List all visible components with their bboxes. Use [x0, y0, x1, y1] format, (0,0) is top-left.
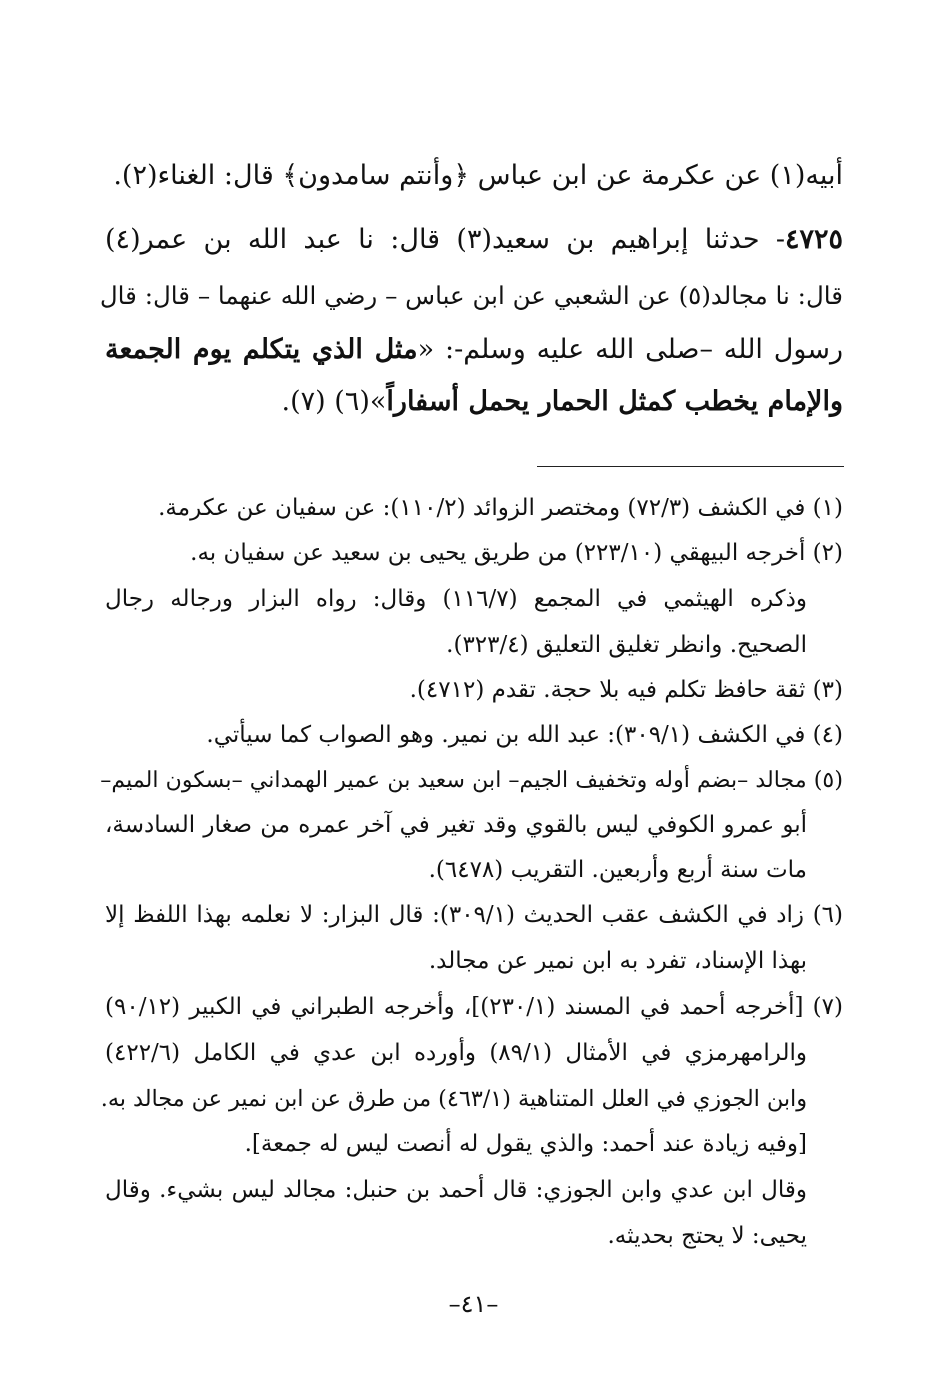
footnote-5-cont-1: أبو عمرو الكوفي ليس بالقوي وقد تغير في آخر عمره من صغار السادسة،: [105, 812, 807, 838]
footnote-5: (٥) مجالد –بضم أوله وتخفيف الجيم– ابن سعيد بن عمير الهمداني –بسكون الميم–: [100, 767, 843, 793]
footnote-6: (٦) زاد في الكشف عقب الحديث (٣٠٩/١): قال البزار: لا نعلمه بهذا اللفظ إلا: [105, 902, 844, 928]
main-line-1: أبيه(١) عن عكرمة عن ابن عباس ﴿وأنتم سامدون﴾ قال: الغناء(٢).: [113, 160, 843, 191]
footnote-7-cont-4: وقال ابن عدي وابن الجوزي: قال أحمد بن حنبل: مجالد ليس بشيء. وقال: [105, 1177, 807, 1203]
hadith-number: ٤٧٢٥: [784, 224, 843, 255]
footnote-7-cont-2: وابن الجوزي في العلل المتناهية (٤٦٣/١) من طرق عن ابن نمير عن مجالد به.: [100, 1086, 807, 1112]
footnote-3: (٣) ثقة حافظ تكلم فيه بلا حجة. تقدم (٤٧١٢).: [409, 677, 843, 703]
footnote-2-cont-2: الصحيح. وانظر تغليق التعليق (٣٢٣/٤).: [446, 632, 807, 658]
footnote-1: (١) في الكشف (٧٢/٣) ومختصر الزوائد (١١٠/٢): عن سفيان عن عكرمة.: [158, 495, 843, 521]
footnote-5-cont-2: مات سنة أربع وأربعين. التقريب (٦٤٧٨).: [428, 857, 807, 883]
main-line-4: [105, 330, 843, 370]
footnote-6-cont: بهذا الإسناد، تفرد به ابن نمير عن مجالد.: [428, 948, 807, 974]
main-line-2-text: - حدثنا إبراهيم بن سعيد(٣) قال: نا عبد الله بن عمر(٤): [105, 224, 785, 255]
main-line-5-end: »(٦) (٧).: [281, 386, 387, 417]
main-line-2: [105, 220, 843, 260]
footnote-2: (٢) أخرجه البيهقي (٢٢٣/١٠) من طريق يحيى بن سعيد عن سفيان به.: [190, 540, 843, 566]
footnote-divider: [537, 466, 844, 467]
footnote-7-cont-3: [وفيه زيادة عند أحمد: والذي يقول له أنصت ليس له جمعة].: [244, 1131, 807, 1157]
footnote-7: (٧) [أخرجه أحمد في المسند (٢٣٠/١)]، وأخرجه الطبراني في الكبير (٩٠/١٢): [105, 994, 843, 1020]
main-line-4-bold: مثل الذي يتكلم يوم الجمعة: [105, 334, 418, 365]
main-line-3: قال: نا مجالد(٥) عن الشعبي عن ابن عباس – رضي الله عنهما – قال: قال: [99, 281, 843, 310]
main-line-5-bold: والإمام يخطب كمثل الحمار يحمل أسفاراً: [386, 386, 843, 417]
main-line-4-plain: رسول الله –صلى الله عليه وسلم-: «: [417, 334, 843, 365]
footnote-7-cont-5: يحيى: لا يحتج بحديثه.: [607, 1223, 807, 1249]
page-number: –٤١–: [448, 1290, 499, 1318]
footnote-7-cont-1: والرامهرمزي في الأمثال (٨٩/١) وأورده ابن عدي في الكامل (٤٢٢/٦): [105, 1040, 807, 1066]
footnote-2-cont-1: وذكره الهيثمي في المجمع (١١٦/٧) وقال: رواه البزار ورجاله رجال: [105, 586, 807, 612]
footnote-4: (٤) في الكشف (٣٠٩/١): عبد الله بن نمير. وهو الصواب كما سيأتي.: [206, 722, 843, 748]
main-line-5: [282, 382, 843, 422]
